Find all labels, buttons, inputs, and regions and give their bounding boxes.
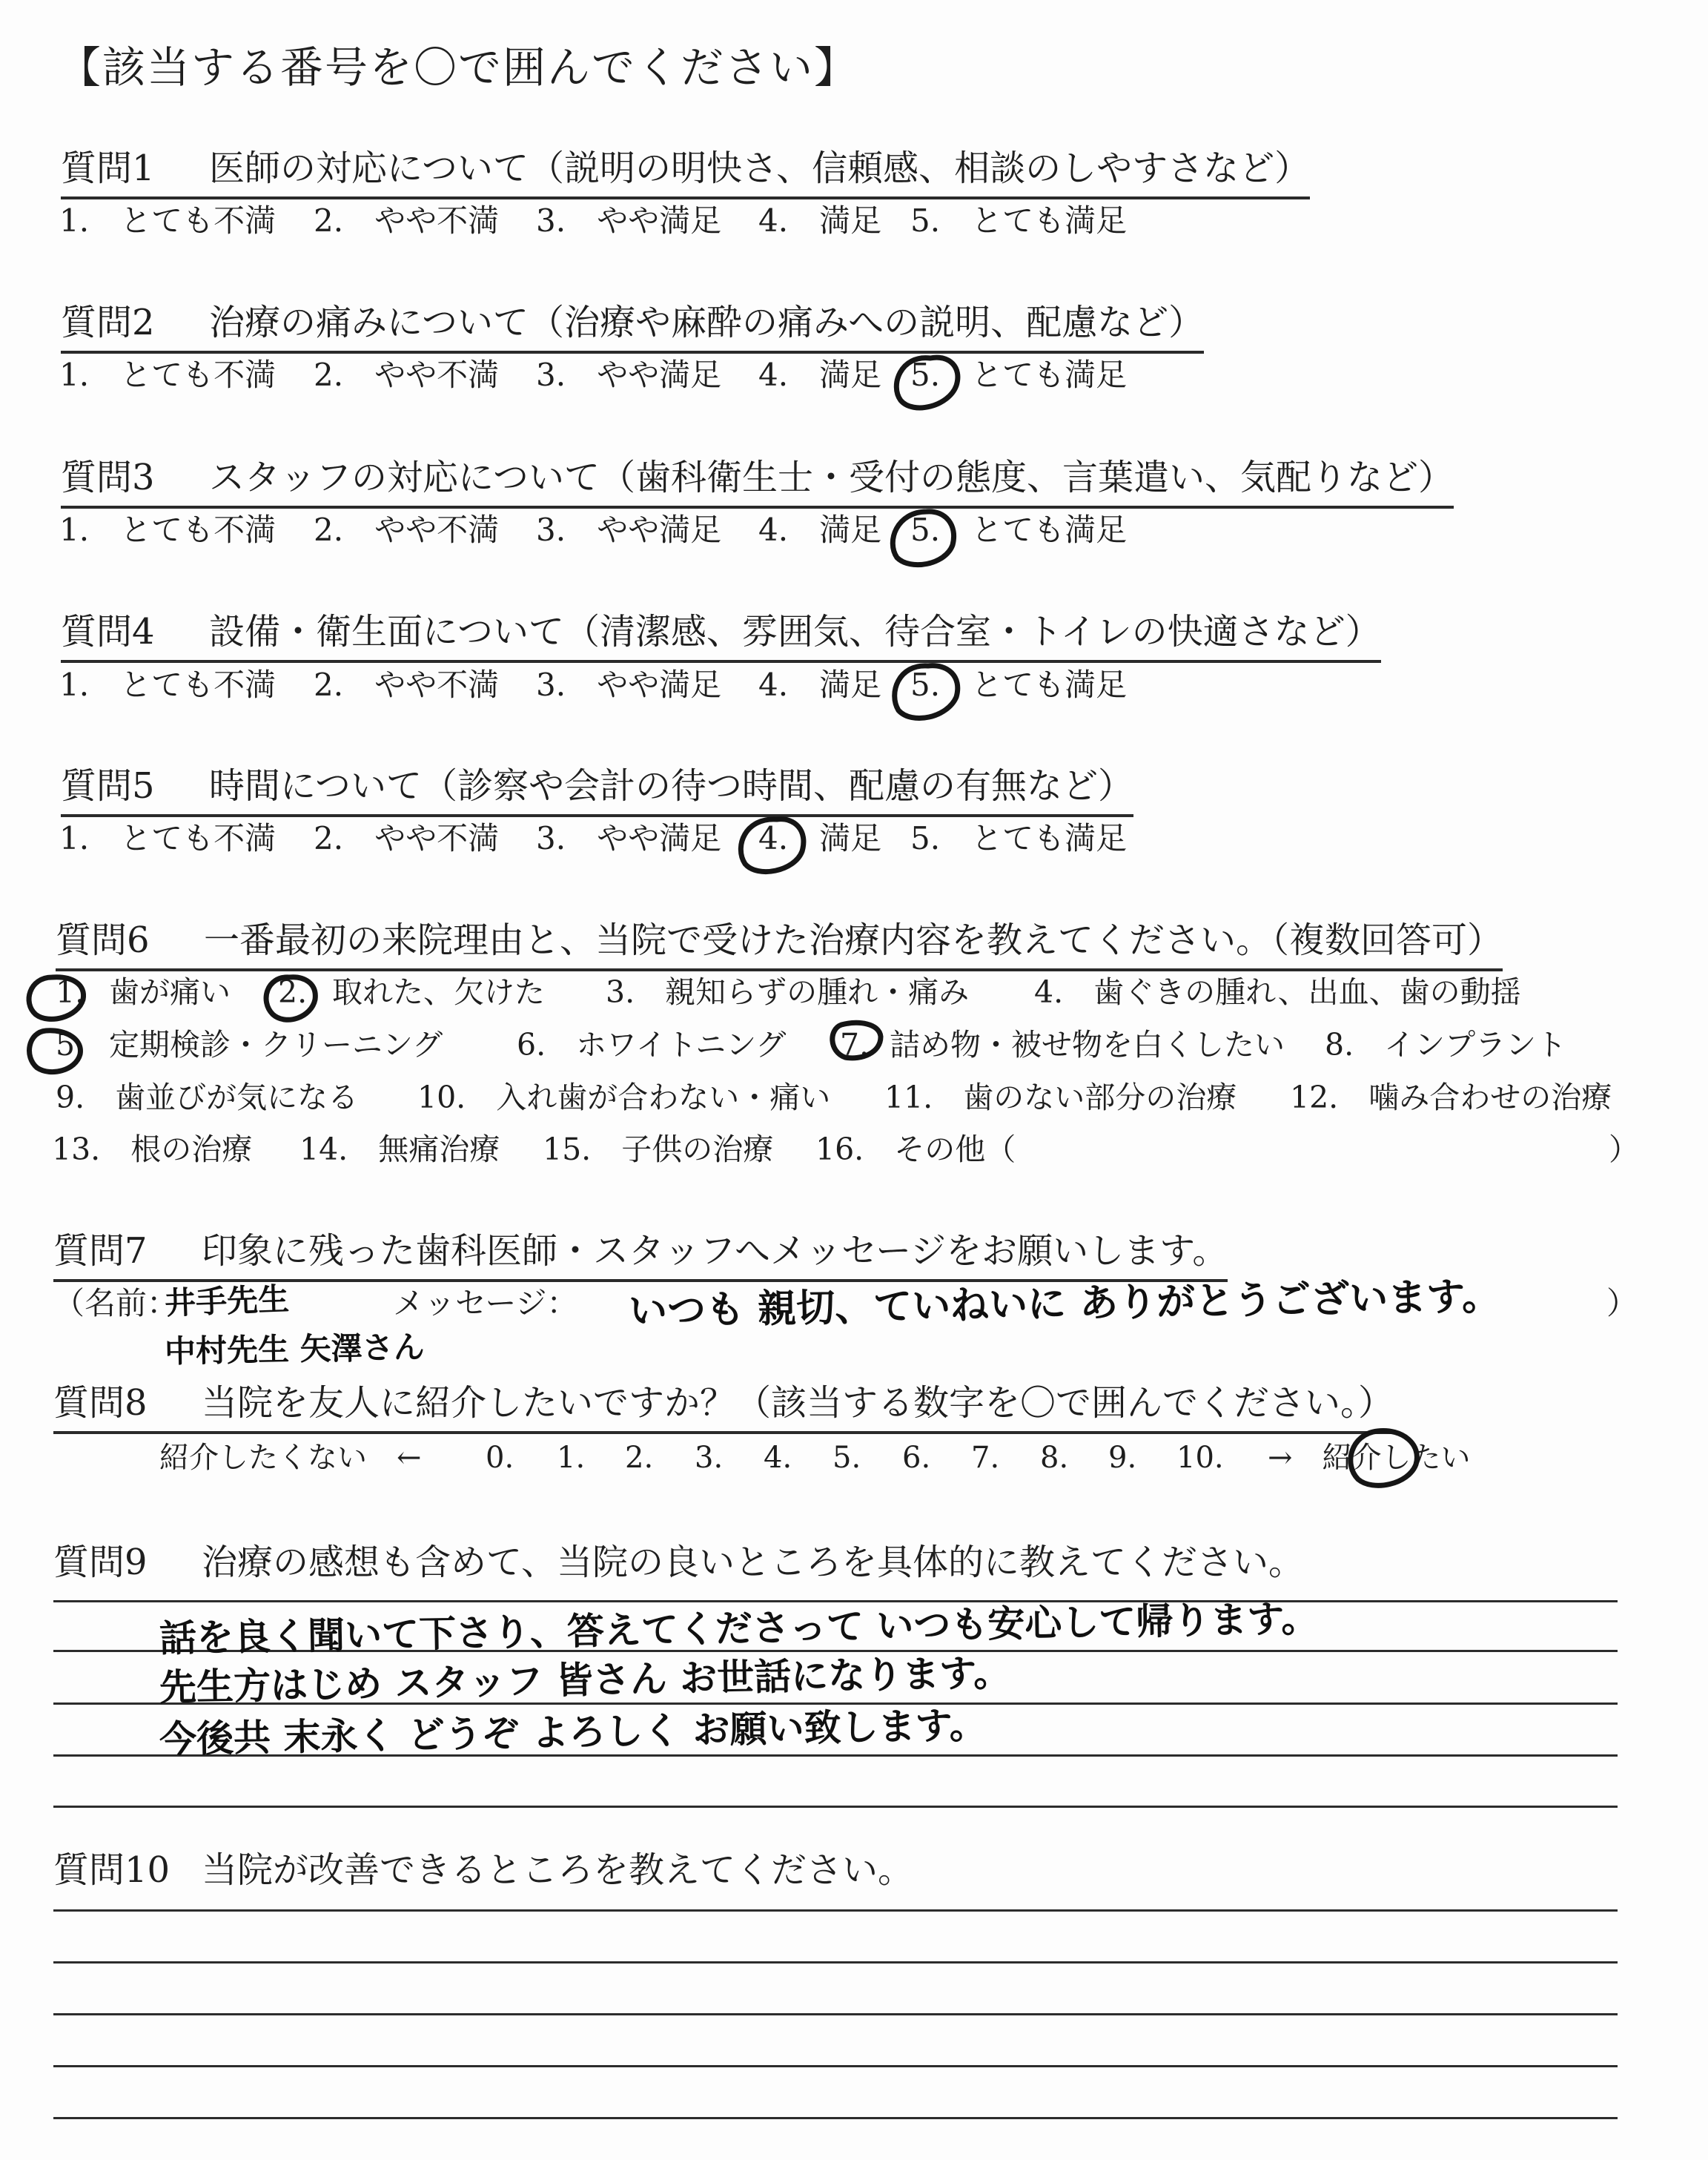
q8-right-label[interactable]: → 紹介したい (1268, 1441, 1471, 1475)
q8-scale-4[interactable]: 4. (764, 1441, 792, 1475)
q4-option-1[interactable]: 1. とても不満 (59, 667, 277, 703)
q3-option-2[interactable]: 2. やや不満 (314, 512, 500, 548)
q6-option-8[interactable]: 8. インプラント (1325, 1027, 1567, 1063)
q6-option-5-number[interactable]: 5. (56, 1027, 85, 1063)
question-6-label: 質問6 (56, 919, 150, 961)
q4-option-4[interactable]: 4. 満足 (758, 667, 882, 703)
q6-option-4[interactable]: 4. 歯ぐきの腫れ、出血、歯の動揺 (1034, 974, 1521, 1010)
q1-option-3[interactable]: 3. やや満足 (536, 202, 722, 239)
question-2-label: 質問2 (61, 302, 155, 343)
q10-answer-line (53, 1961, 1618, 1964)
q6-option-13[interactable]: 13. 根の治療 (52, 1132, 253, 1167)
q6-option-5-text: 定期検診・クリーニング (109, 1027, 443, 1063)
q9-answer-line (53, 1806, 1618, 1808)
question-4-label: 質問4 (61, 611, 155, 653)
question-8-text: 当院を友人に紹介したいですか？（該当する数字を〇で囲んでください。） (202, 1382, 1394, 1424)
q5-option-1[interactable]: 1. とても不満 (59, 820, 277, 856)
question-7-text: 印象に残った歯科医師・スタッフへメッセージをお願いします。 (202, 1230, 1228, 1272)
q2-option-5[interactable]: 5. とても満足 (910, 357, 1128, 393)
q8-scale-8[interactable]: 8. (1040, 1441, 1069, 1475)
question-8-title (53, 1379, 1394, 1434)
q9-handwritten-line-1: 話を良く聞いて下さり、答えてくださって いつも安心して帰ります。 (159, 1596, 1319, 1660)
q4-option-2[interactable]: 2. やや不満 (314, 667, 500, 703)
question-9-label: 質問9 (53, 1542, 148, 1583)
q9-handwritten-line-3: 今後共 末永く どうぞ よろしく お願い致します。 (159, 1703, 987, 1761)
question-3-title (61, 454, 1454, 509)
q8-scale-0[interactable]: 0. (486, 1441, 514, 1475)
q6-option-9[interactable]: 9. 歯並びが気になる (56, 1080, 359, 1115)
q4-option-3[interactable]: 3. やや満足 (536, 667, 722, 703)
q6-option-2-number[interactable]: 2. (278, 974, 308, 1010)
q10-answer-line (53, 2117, 1618, 2119)
q6-option-11[interactable]: 11. 歯のない部分の治療 (884, 1080, 1237, 1115)
question-5-title (61, 762, 1133, 817)
q6-option-1-number[interactable]: 1. (56, 974, 85, 1010)
q8-scale-5[interactable]: 5. (833, 1441, 861, 1475)
question-4-text: 設備・衛生面について（清潔感、雰囲気、待合室・トイレの快適さなど） (209, 611, 1381, 653)
q5-option-2[interactable]: 2. やや不満 (314, 820, 500, 856)
q6-option-6[interactable]: 6. ホワイトニング (517, 1027, 787, 1063)
question-5-text: 時間について（診察や会計の待つ時間、配慮の有無など） (209, 765, 1134, 807)
q5-option-3[interactable]: 3. やや満足 (536, 820, 722, 856)
q7-handwritten-message: いつも 親切、ていねいに ありがとうございます。 (628, 1274, 1501, 1334)
q7-handwritten-name-2: 中村先生 矢澤さん (164, 1328, 426, 1370)
question-3-text: スタッフの対応について（歯科衛生士・受付の態度、言葉遣い、気配りなど） (209, 457, 1454, 498)
question-10-title (53, 1846, 913, 1898)
q1-option-4[interactable]: 4. 満足 (758, 202, 882, 239)
q7-close-paren: ） (1606, 1285, 1638, 1321)
q8-scale-1[interactable]: 1. (557, 1441, 586, 1475)
question-10-label: 質問10 (53, 1849, 171, 1891)
q2-option-2[interactable]: 2. やや不満 (314, 357, 500, 393)
page-title: 【該当する番号を〇で囲んでください】 (58, 42, 859, 93)
q8-scale-2[interactable]: 2. (625, 1441, 654, 1475)
question-2-text: 治療の痛みについて（治療や麻酔の痛みへの説明、配慮など） (209, 302, 1205, 343)
question-7-label: 質問7 (53, 1230, 148, 1272)
question-6-text: 一番最初の来院理由と、当院で受けた治療内容を教えてください。（複数回答可） (204, 919, 1503, 961)
q1-option-1[interactable]: 1. とても不満 (59, 202, 277, 239)
q8-scale-3[interactable]: 3. (695, 1441, 724, 1475)
q3-option-3[interactable]: 3. やや満足 (536, 512, 722, 548)
question-9-title (53, 1539, 1304, 1591)
q6-option-7-text: 詰め物・被せ物を白くしたい (890, 1027, 1285, 1063)
q8-scale-7[interactable]: 7. (971, 1441, 1000, 1475)
question-3-label: 質問3 (61, 457, 155, 498)
q6-option-10[interactable]: 10. 入れ歯が合わない・痛い (417, 1080, 831, 1115)
question-1-text: 医師の対応について（説明の明快さ、信頼感、相談のしやすさなど） (209, 148, 1311, 189)
q8-scale-9[interactable]: 9. (1108, 1441, 1137, 1475)
q6-option-2-text: 取れた、欠けた (332, 974, 545, 1010)
q10-answer-line (53, 2013, 1618, 2015)
q1-option-2[interactable]: 2. やや不満 (314, 202, 500, 239)
q2-option-3[interactable]: 3. やや満足 (536, 357, 722, 393)
q3-option-5[interactable]: 5. とても満足 (910, 512, 1128, 548)
q8-left-label: 紹介したくない ← (159, 1441, 422, 1475)
q6-option-12[interactable]: 12. 噛み合わせの治療 (1290, 1080, 1612, 1115)
q5-option-5[interactable]: 5. とても満足 (910, 820, 1128, 856)
q6-option-7-number[interactable]: 7. (840, 1027, 870, 1063)
q1-option-5[interactable]: 5. とても満足 (910, 202, 1128, 239)
q7-name-prefix: （名前： (53, 1285, 179, 1321)
q4-option-5[interactable]: 5. とても満足 (910, 667, 1128, 703)
q2-option-1[interactable]: 1. とても不満 (59, 357, 277, 393)
q2-option-4[interactable]: 4. 満足 (758, 357, 882, 393)
q3-option-4[interactable]: 4. 満足 (758, 512, 882, 548)
q8-scale-10[interactable]: 10. (1176, 1441, 1224, 1475)
q7-handwritten-name-1: 井手先生 (164, 1281, 290, 1321)
q6-other-close-paren: ） (1609, 1132, 1639, 1167)
question-6-title (56, 916, 1503, 971)
q6-option-16[interactable]: 16. その他（ (815, 1132, 1016, 1167)
q10-answer-line (53, 2065, 1618, 2067)
question-2-title (61, 299, 1204, 354)
q6-option-14[interactable]: 14. 無痛治療 (299, 1132, 500, 1167)
question-10-text: 当院が改善できるところを教えてください。 (202, 1849, 914, 1891)
q7-message-label: メッセージ： (393, 1285, 578, 1321)
question-5-label: 質問5 (61, 765, 155, 807)
q6-option-3[interactable]: 3. 親知らずの腫れ・痛み (606, 974, 970, 1010)
q3-option-1[interactable]: 1. とても不満 (59, 512, 277, 548)
question-8-label: 質問8 (53, 1382, 148, 1424)
question-1-label: 質問1 (61, 148, 155, 189)
q6-option-15[interactable]: 15. 子供の治療 (543, 1132, 774, 1167)
question-4-title (61, 608, 1381, 663)
question-1-title (61, 145, 1310, 199)
q8-scale-6[interactable]: 6. (902, 1441, 931, 1475)
q10-answer-line (53, 1909, 1618, 1912)
q5-option-4[interactable]: 4. 満足 (758, 820, 882, 856)
q6-option-1-text: 歯が痛い (109, 974, 231, 1010)
q9-handwritten-line-2: 先生方はじめ スタッフ 皆さん お世話になります。 (159, 1651, 1011, 1709)
question-9-text: 治療の感想も含めて、当院の良いところを具体的に教えてください。 (202, 1542, 1305, 1583)
